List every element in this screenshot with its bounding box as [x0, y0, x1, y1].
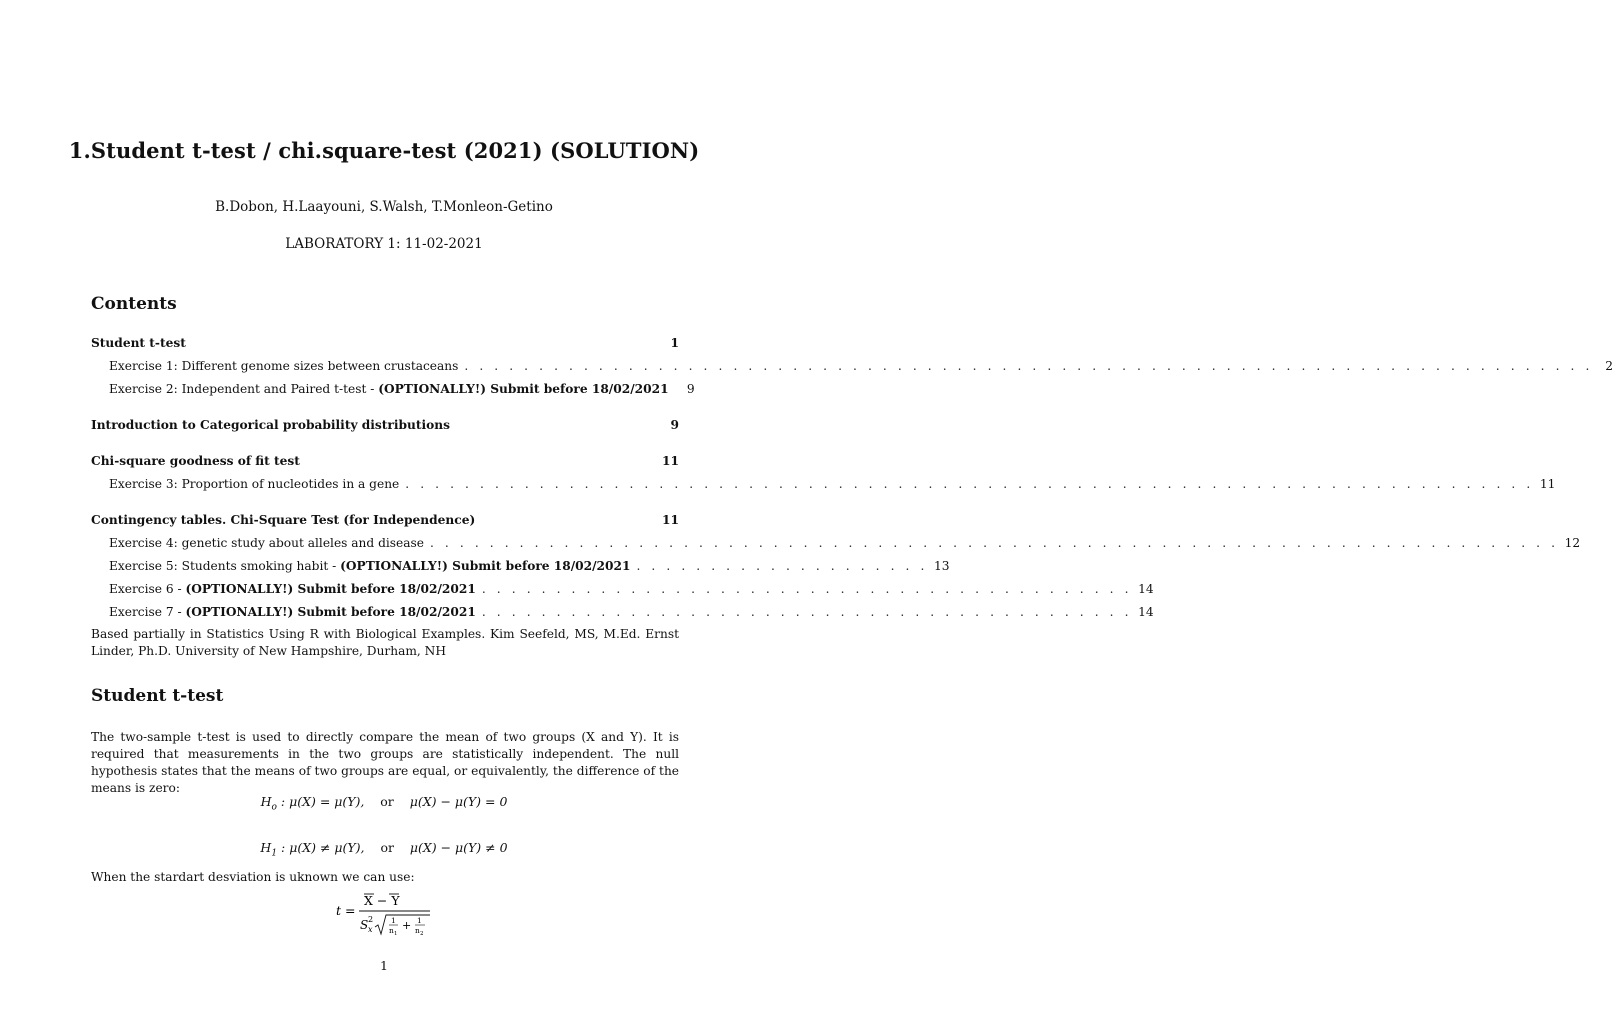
toc-entry-label: Contingency tables. Chi-Square Test (for Independence) [91, 513, 476, 527]
toc-entry-student-t-test[interactable] [91, 332, 679, 350]
toc-leader-dots: . . . . . . . . . . . . . . . . . . . . . . . . . . . . . . . . . . . . . . . . . . . . [481, 605, 1133, 619]
toc-page-number: 14 [1138, 582, 1154, 596]
frac-one-a: 1 [391, 916, 396, 925]
t-formula-svg [336, 891, 436, 939]
toc-entry-label: Exercise 1: Different genome sizes between crustaceans [109, 359, 459, 373]
formula-s: S [360, 918, 369, 932]
based-on-note: Based partially in Statistics Using R with Biological Examples. Kim Seefeld, MS, M.Ed. Ernst Linder, Ph.D. University of New Hampshire, Durham, NH [91, 627, 679, 658]
toc-entry-exercise-2[interactable] [109, 378, 695, 396]
toc-entry-contingency-tables[interactable] [91, 509, 679, 527]
intro-paragraph: The two-sample t-test is used to directly compare the mean of two groups (X and Y). It is required that measurements in the two groups are statistically independent. The null hypothesis states that the means of two groups are equal, or equivalently, the difference of the means is zero: [91, 730, 679, 795]
toc-entry-exercise-7[interactable] [109, 601, 1154, 619]
document-authors: B.Dobon, H.Laayouni, S.Walsh, T.Monleon-Getino [215, 199, 553, 215]
toc-page-number: 9 [686, 382, 695, 396]
toc-page-number: 11 [1539, 477, 1556, 491]
toc-entry-label: Student t-test [91, 336, 186, 350]
contents-heading: Contents [91, 294, 177, 314]
null-hypothesis-equation: $H_o$ : μ(X) = μ(Y), or μ(X) − μ(Y) = 0 [260, 794, 508, 813]
document-title: 1.Student t-test / chi.square-test (2021) (SOLUTION) [68, 138, 700, 163]
when-text: When the stardart desviation is uknown we can use: [91, 870, 415, 884]
toc-page-number: 2 [1605, 359, 1613, 373]
toc-entry-exercise-5[interactable] [109, 555, 950, 573]
frac-n2: n [415, 926, 420, 935]
formula-lhs: t = [336, 903, 356, 918]
toc-leader-dots: . . . . . . . . . . . . . . . . . . . . . . . . . . . . . . . . . . . . . . . . . . . . . . . . . . . . . . . . . . . . . . . . . . . . . . . . . . . . [464, 359, 1593, 373]
page-number: 1 [380, 958, 388, 973]
toc-page-number: 12 [1564, 536, 1581, 550]
toc-entry-label: Chi-square goodness of fit test [91, 454, 300, 468]
frac-one-b: 1 [417, 916, 422, 925]
toc-entry-bold-note: (OPTIONALLY!) Submit before 18/02/2021 [185, 582, 476, 596]
toc-entry-label: Exercise 7 - [109, 605, 186, 619]
toc-entry-exercise-1[interactable] [109, 355, 1613, 373]
toc-entry-exercise-4[interactable] [109, 532, 1581, 550]
laboratory-date: LABORATORY 1: 11-02-2021 [285, 236, 483, 252]
toc-entry-chi-square-goodness[interactable] [91, 450, 679, 468]
formula-numerator: X − Y [364, 893, 400, 908]
toc-entry-exercise-3[interactable] [109, 473, 1556, 491]
toc-entry-bold-note: (OPTIONALLY!) Submit before 18/02/2021 [340, 559, 631, 573]
toc-entry-label: Exercise 5: Students smoking habit - [109, 559, 341, 573]
toc-entry-label: Exercise 2: Independent and Paired t-test - [109, 382, 379, 396]
formula-s-sub: x [368, 925, 373, 934]
formula-s-sup: 2 [368, 915, 374, 924]
toc-page-number: 13 [933, 559, 950, 573]
frac-n2-sub: 2 [420, 931, 424, 937]
toc-leader-dots: . . . . . . . . . . . . . . . . . . . . . . . . . . . . . . . . . . . . . . . . . . . . [481, 582, 1133, 596]
toc-leader-dots: . . . . . . . . . . . . . . . . . . . . . . . . . . . . . . . . . . . . . . . . . . . . . . . . . . . . . . . . . . . . . . . . . . . . . . . . . . . . [405, 477, 1534, 491]
toc-page-number: 9 [670, 418, 679, 432]
toc-leader-dots: . . . . . . . . . . . . . . . . . . . . [636, 559, 928, 573]
t-statistic-formula [336, 891, 436, 942]
toc-entry-bold-note: (OPTIONALLY!) Submit before 18/02/2021 [185, 605, 476, 619]
toc-entry-label: Exercise 6 - [109, 582, 186, 596]
toc-entry-exercise-6[interactable] [109, 578, 1154, 596]
toc-entry-bold-note: (OPTIONALLY!) Submit before 18/02/2021 [378, 382, 669, 396]
section-heading-student-t-test: Student t-test [91, 686, 224, 706]
alternative-hypothesis-equation: $H_1$ : μ(X) ≠ μ(Y), or μ(X) − μ(Y) ≠ 0 [260, 840, 508, 859]
toc-leader-dots: . . . . . . . . . . . . . . . . . . . . . . . . . . . . . . . . . . . . . . . . . . . . . . . . . . . . . . . . . . . . . . . . . . . . . . . . . . . . [429, 536, 1559, 550]
toc-page-number: 11 [662, 454, 679, 468]
toc-page-number: 11 [662, 513, 679, 527]
toc-entry-label: Exercise 4: genetic study about alleles and disease [109, 536, 424, 550]
toc-entry-label: Introduction to Categorical probability distributions [91, 418, 450, 432]
formula-plus: + [402, 919, 412, 932]
frac-n1-sub: 1 [394, 931, 398, 937]
toc-entry-categorical-distributions[interactable] [91, 414, 679, 432]
toc-page-number: 1 [670, 336, 679, 350]
toc-entry-label: Exercise 3: Proportion of nucleotides in a gene [109, 477, 400, 491]
frac-n1: n [389, 926, 394, 935]
toc-page-number: 14 [1138, 605, 1154, 619]
